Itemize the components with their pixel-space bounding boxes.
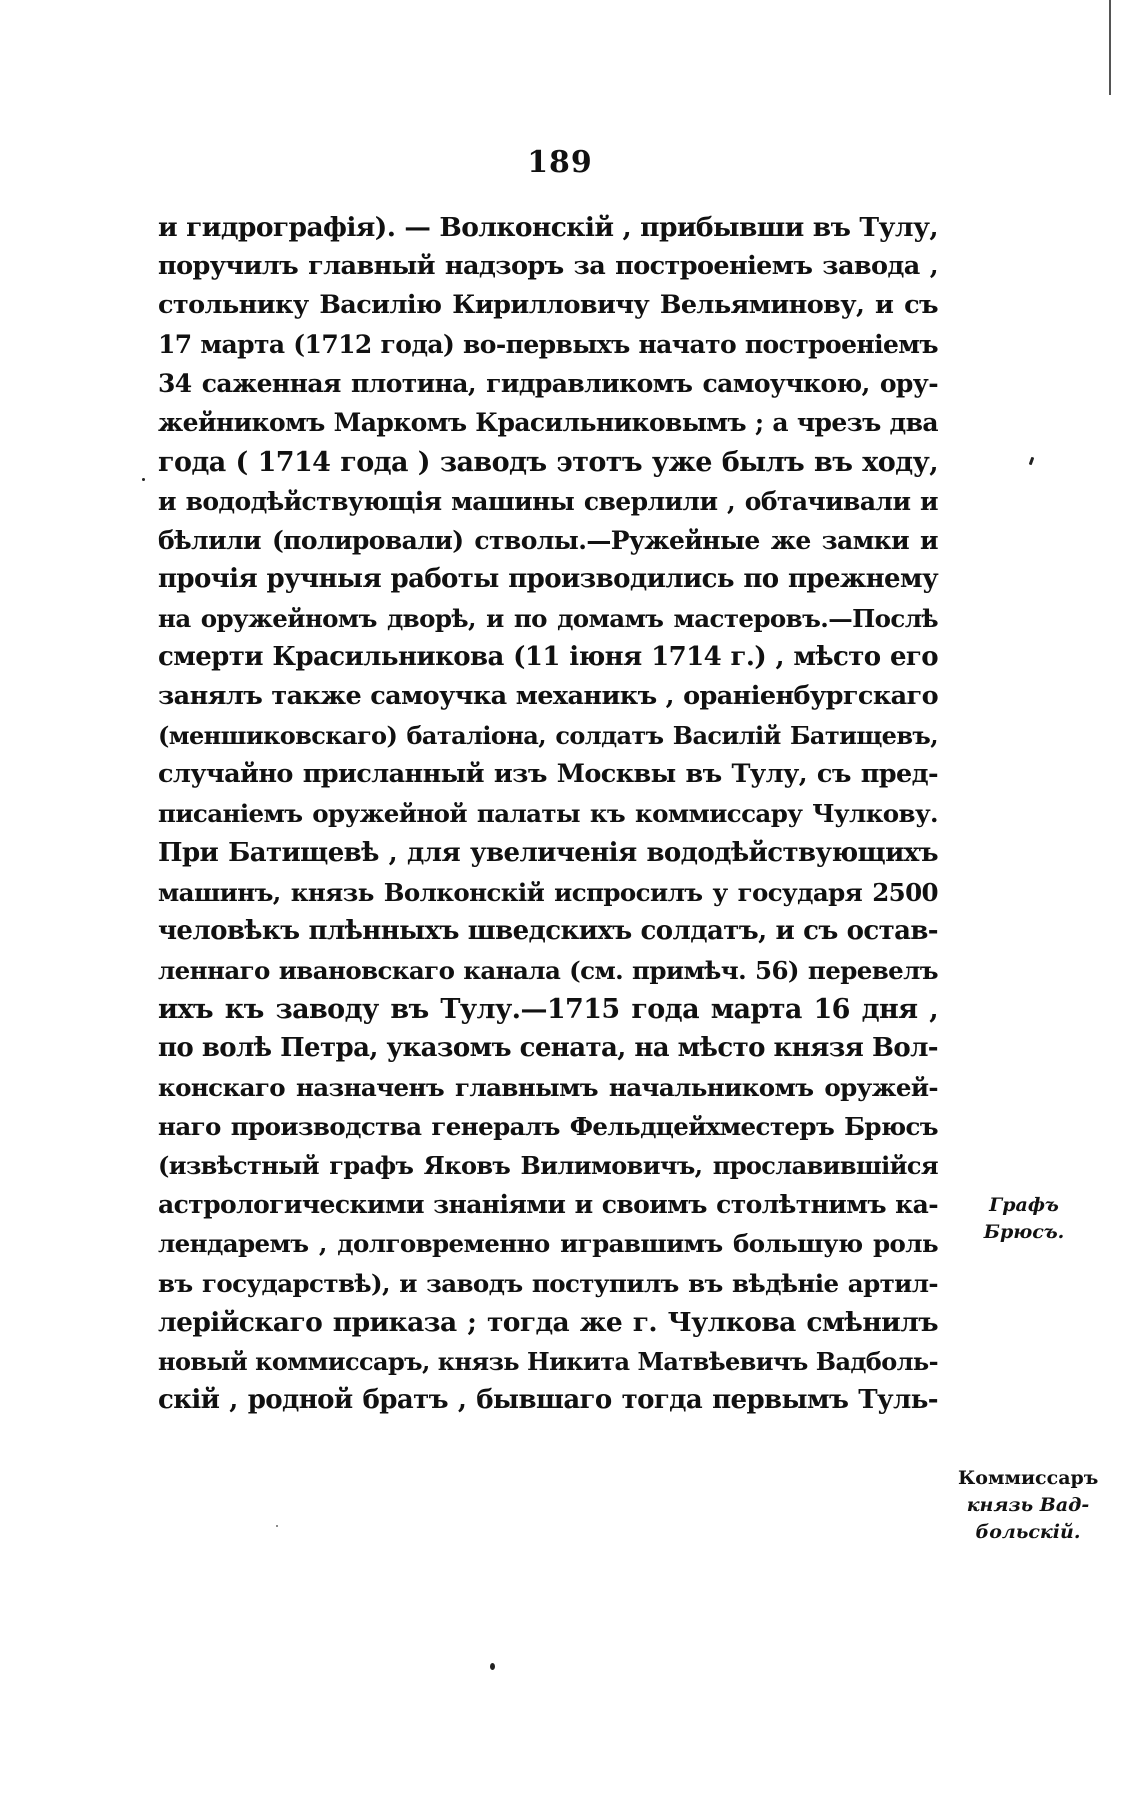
text-line: (меншиковскаго) баталіона, солдатъ Василій Батищевъ, bbox=[158, 721, 938, 751]
text-line: наго производства генералъ Фельдцейхместеръ Брюсъ bbox=[158, 1112, 938, 1142]
text-line: 17 марта (1712 года) во-первыхъ начато построеніемъ bbox=[158, 330, 938, 360]
stray-mark bbox=[490, 1663, 495, 1670]
text-line: въ государствѣ), и заводъ поступилъ въ вѣдѣніе артил- bbox=[158, 1268, 938, 1298]
margin-note-vadbolsky bbox=[958, 1465, 1098, 1546]
margin-note-brus bbox=[974, 1192, 1074, 1246]
text-line: лерійскаго приказа ; тогда же г. Чулкова смѣнилъ bbox=[158, 1306, 938, 1338]
margin-note-line: Брюсъ. bbox=[983, 1221, 1065, 1243]
text-line: года ( 1714 года ) заводъ этотъ уже былъ въ ходу, bbox=[158, 446, 938, 478]
text-line: скій , родной братъ , бывшаго тогда первымъ Туль- bbox=[158, 1384, 938, 1415]
stray-mark bbox=[1029, 457, 1035, 466]
text-line: При Батищевѣ , для увеличенія вододѣйствующихъ bbox=[158, 837, 938, 868]
stray-mark bbox=[276, 1525, 278, 1527]
text-line: (извѣстный графъ Яковъ Вилимовичъ, прославившійся bbox=[158, 1151, 938, 1181]
text-line: занялъ также самоучка механикъ , ораніенбургскаго bbox=[158, 681, 938, 712]
margin-note-line: Коммиссаръ bbox=[958, 1467, 1099, 1489]
text-line: лендаремъ , долговременно игравшимъ большую роль bbox=[158, 1229, 938, 1259]
text-line: жейникомъ Маркомъ Красильниковымъ ; а чрезъ два bbox=[158, 408, 938, 438]
stray-mark bbox=[142, 478, 145, 481]
text-line: машинъ, князь Волконскій испросилъ у государя 2500 bbox=[158, 877, 938, 907]
text-line: смерти Красильникова (11 іюня 1714 г.) , мѣсто его bbox=[158, 642, 938, 673]
page-edge-line bbox=[1109, 0, 1111, 95]
margin-note-line: Графъ bbox=[989, 1194, 1059, 1216]
text-line: новый коммиссаръ, князь Никита Матвѣевичъ Вадболь- bbox=[158, 1346, 938, 1376]
text-line: конскаго назначенъ главнымъ начальникомъ оружей- bbox=[158, 1073, 938, 1103]
page-number: 189 bbox=[527, 145, 593, 180]
text-line: и вододѣйствующія машины сверлили , обтачивали и bbox=[158, 486, 938, 516]
margin-note-line: больскій. bbox=[975, 1521, 1081, 1543]
body-text bbox=[158, 208, 938, 1420]
text-line: стольнику Василію Кирилловичу Вельяминову, и съ bbox=[158, 290, 938, 321]
text-line: и гидрографія). — Волконскій , прибывши въ Тулу, bbox=[158, 212, 938, 243]
text-line: писаніемъ оружейной палаты къ коммиссару Чулкову. bbox=[158, 799, 938, 829]
text-line: леннаго ивановскаго канала (см. примѣч. 56) перевелъ bbox=[158, 955, 938, 985]
text-line: прочія ручныя работы производились по прежнему bbox=[158, 563, 938, 594]
text-line: случайно присланный изъ Москвы въ Тулу, съ пред- bbox=[158, 759, 938, 790]
text-line: астрологическими знаніями и своимъ столѣтнимъ ка- bbox=[158, 1190, 938, 1220]
margin-note-line: князь Вад- bbox=[966, 1494, 1090, 1516]
text-line: по волѣ Петра, указомъ сената, на мѣсто князя Вол- bbox=[158, 1032, 938, 1063]
text-line: на оружейномъ дворѣ, и по домамъ мастеровъ.—Послѣ bbox=[158, 603, 938, 633]
text-line: поручилъ главный надзоръ за построеніемъ завода , bbox=[158, 251, 938, 282]
text-line: ихъ къ заводу въ Тулу.—1715 года марта 16 дня , bbox=[158, 993, 938, 1025]
text-line: человѣкъ плѣнныхъ шведскихъ солдатъ, и съ остав- bbox=[158, 915, 938, 946]
text-line: бѣлили (полировали) стволы.—Ружейные же замки и bbox=[158, 525, 938, 555]
text-line: 34 саженная плотина, гидравликомъ самоучкою, ору- bbox=[158, 369, 938, 399]
